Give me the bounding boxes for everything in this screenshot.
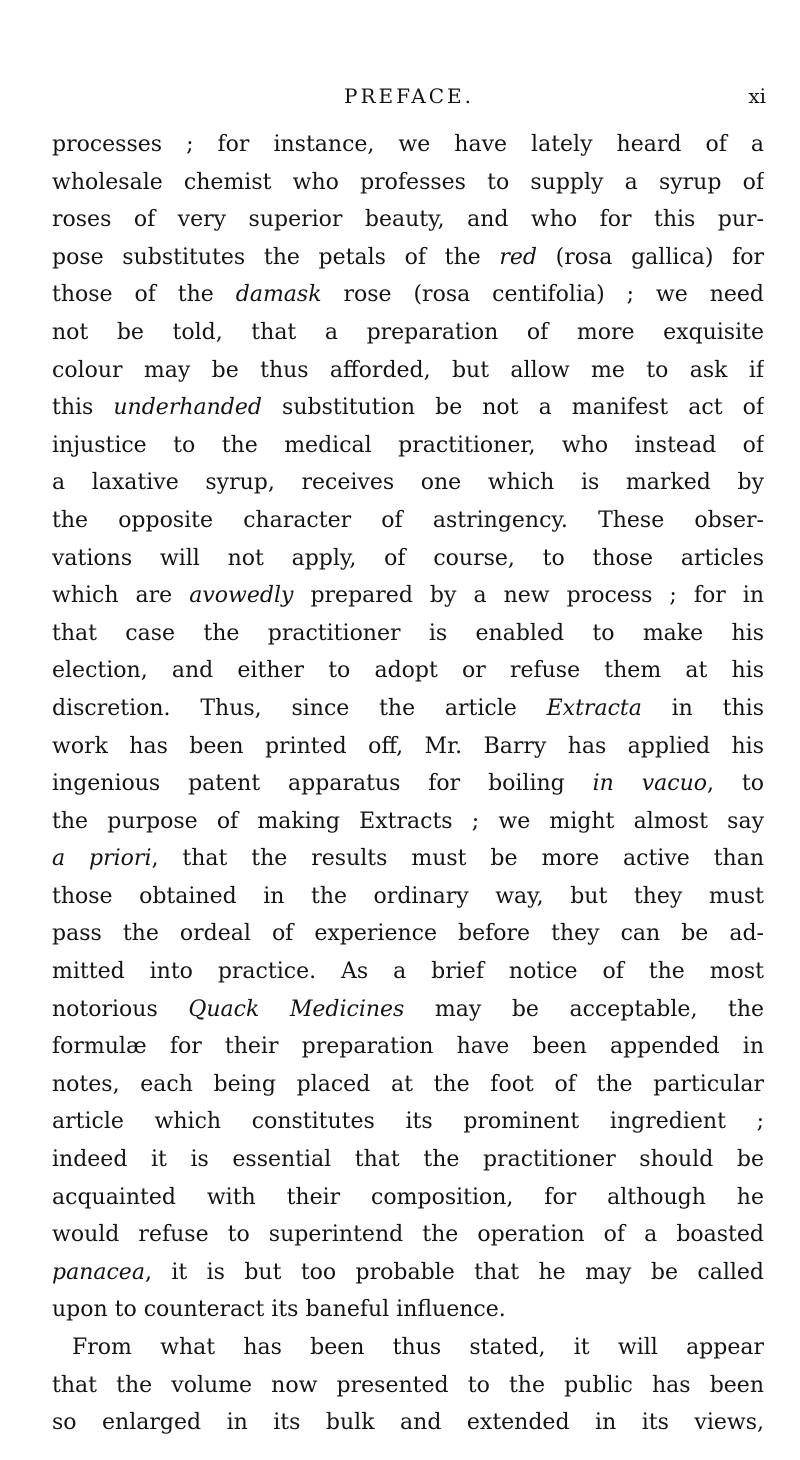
text-line (52, 276, 764, 314)
italic-run: Extracta (546, 695, 642, 721)
text-run: notes, each being placed at the foot of the particular (52, 1071, 764, 1097)
text-run: , it is but too probable that he may be called (144, 1259, 764, 1285)
text-run: which are (52, 583, 190, 609)
text-run: , to (707, 771, 764, 797)
italic-run: a priori (52, 846, 152, 872)
text-run: discretion. Thus, since the article (52, 695, 547, 721)
text-line (52, 389, 764, 427)
text-run: upon to counteract its baneful influence. (52, 1297, 506, 1323)
text-run: formulæ for their preparation have been appended in (52, 1034, 764, 1060)
text-run: this (52, 395, 114, 421)
text-line (52, 164, 764, 202)
text-line (52, 915, 764, 953)
text-line (52, 1179, 764, 1217)
text-run: that the volume now presented to the public has been (52, 1372, 764, 1398)
text-run: those obtained in the ordinary way, but they must (52, 883, 764, 909)
text-line (52, 765, 764, 803)
text-line (52, 1103, 764, 1141)
text-line (52, 126, 764, 164)
text-line (52, 1329, 764, 1367)
text-run: election, and either to adopt or refuse them at his (52, 658, 764, 684)
text-run: article which constitutes its prominent ingredient ; (52, 1109, 764, 1135)
italic-run: panacea (52, 1259, 145, 1285)
italic-run: damask (235, 282, 322, 308)
text-line (52, 502, 764, 540)
text-run: vations will not apply, of course, to those articles (52, 545, 764, 571)
text-line (52, 1028, 764, 1066)
text-line (52, 840, 764, 878)
text-line (52, 690, 764, 728)
text-run: roses of very superior beauty, and who for this pur- (52, 207, 764, 233)
text-run: those of the (52, 282, 236, 308)
text-line (52, 1254, 764, 1292)
text-run: the purpose of making Extracts ; we might almost say (52, 808, 764, 834)
text-run: would refuse to superintend the operation of a boasted (52, 1222, 764, 1248)
text-line (52, 352, 764, 390)
text-run: indeed it is essential that the practitioner should be (52, 1147, 764, 1173)
text-line (52, 652, 764, 690)
text-line (52, 1216, 764, 1254)
text-line (52, 953, 764, 991)
text-line (52, 201, 764, 239)
text-run: pass the ordeal of experience before they can be ad- (52, 921, 764, 947)
text-run: rose (rosa centifolia) ; we need (321, 282, 764, 308)
running-title: PREFACE. (344, 84, 474, 108)
text-line (52, 1141, 764, 1179)
italic-run: avowedly (189, 583, 294, 609)
text-line (52, 1291, 764, 1329)
text-run: From what has been thus stated, it will appear (72, 1335, 764, 1360)
text-run: mitted into practice. As a brief notice of the most (52, 959, 764, 985)
text-run: acquainted with their composition, for although he (52, 1184, 764, 1210)
text-run: may be acceptable, the (404, 996, 764, 1022)
text-run: so enlarged in its bulk and extended in its views, (52, 1410, 764, 1436)
text-run: (rosa gallica) for (537, 244, 764, 270)
text-line (52, 464, 764, 502)
text-line (52, 615, 764, 653)
text-line (52, 427, 764, 465)
text-run: in this (641, 695, 764, 721)
text-line (52, 728, 764, 766)
text-line (52, 1404, 764, 1442)
text-line (52, 540, 764, 578)
text-line (52, 1066, 764, 1104)
text-run: , that the results must be more active than (151, 846, 764, 872)
page-number: xi (748, 84, 766, 108)
text-run: colour may be thus afforded, but allow me to ask if (52, 357, 764, 383)
text-run: injustice to the medical practitioner, who instead of (52, 432, 764, 458)
text-run: wholesale chemist who professes to supply a syrup of (52, 169, 764, 195)
text-run: that case the practitioner is enabled to make his (52, 620, 764, 646)
italic-run: red (499, 244, 537, 270)
text-run: prepared by a new process ; for in (293, 583, 764, 609)
text-line (52, 577, 764, 615)
text-line (52, 878, 764, 916)
text-line (52, 803, 764, 841)
text-run: notorious (52, 996, 189, 1022)
page-header (52, 82, 766, 118)
text-line (52, 991, 764, 1029)
text-run: pose substitutes the petals of the (52, 244, 500, 270)
text-line (52, 314, 764, 352)
text-line (52, 1367, 764, 1405)
italic-run: in vacuo (592, 771, 708, 797)
body-text (52, 126, 764, 1442)
text-run: ingenious patent apparatus for boiling (52, 771, 593, 797)
text-run: substitution be not a manifest act of (262, 395, 764, 421)
italic-run: underhanded (113, 395, 262, 421)
text-run: the opposite character of astringency. These obser- (52, 507, 764, 533)
text-run: a laxative syrup, receives one which is marked by (52, 470, 764, 496)
text-line (52, 239, 764, 277)
italic-run: Quack Medicines (188, 996, 405, 1022)
text-run: processes ; for instance, we have lately heard of a (52, 132, 764, 157)
text-run: work has been printed off, Mr. Barry has applied his (52, 733, 764, 759)
text-run: not be told, that a preparation of more exquisite (52, 319, 764, 345)
